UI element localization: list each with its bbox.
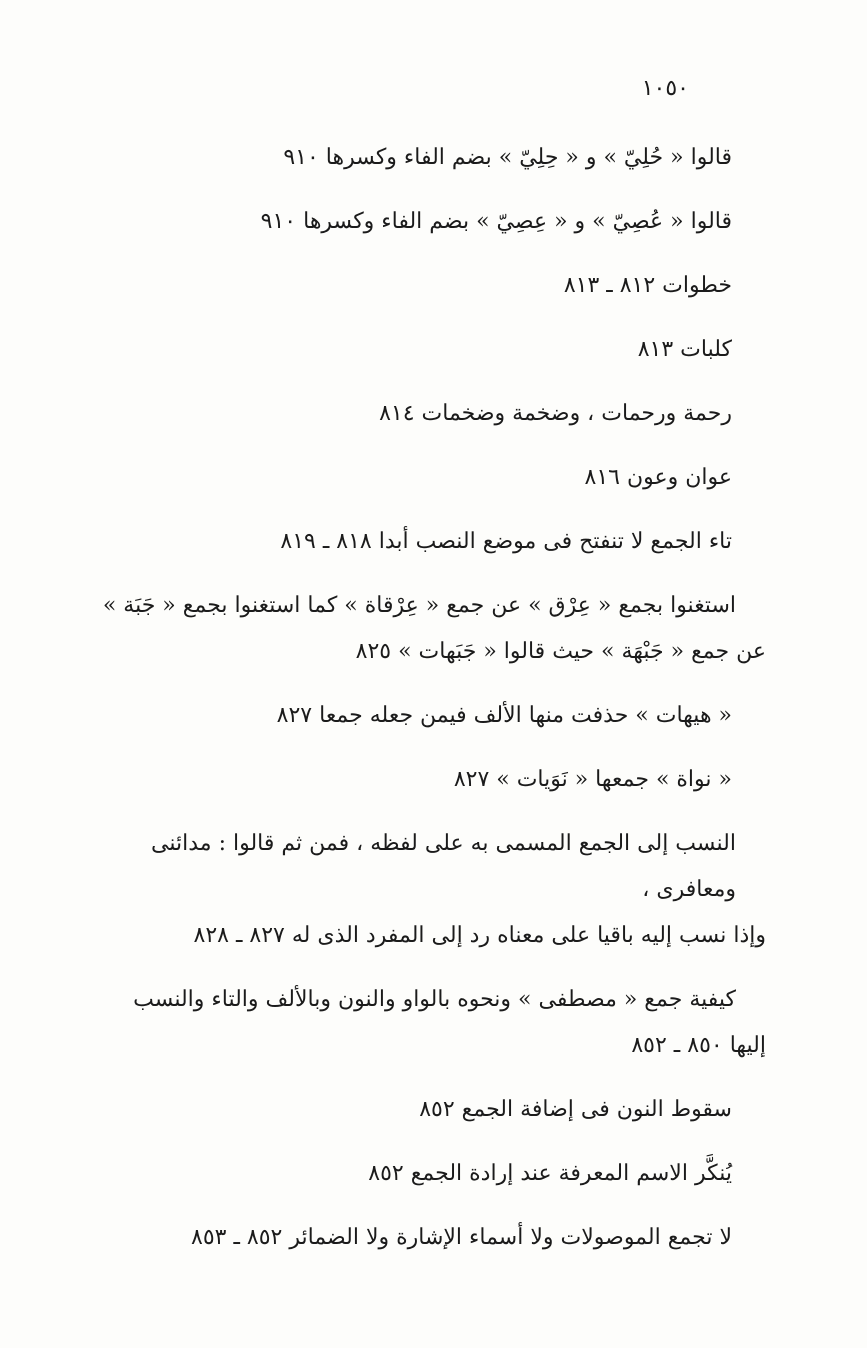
index-entry: « نواة » جمعها « نَوَيات » ٨٢٧ xyxy=(453,767,732,792)
index-entry-multiline xyxy=(72,583,766,675)
index-entry: قالوا « حُلِيّ » و « حِلِيّ » بضم الفاء وكسرها ٩١٠ xyxy=(283,145,732,170)
index-entry: سقوط النون فى إضافة الجمع ٨٥٢ xyxy=(419,1097,732,1122)
index-entry: « هيهات » حذفت منها الألف فيمن جعله جمعا ٨٢٧ xyxy=(276,703,732,728)
entry-line: استغنوا بجمع « عِرْق » عن جمع « عِرْقاة » كما استغنوا بجمع « جَبَة » xyxy=(102,593,736,618)
entry-line-continued: إليها ٨٥٠ ـ ٨٥٢ xyxy=(631,1033,766,1058)
index-entry: كلبات ٨١٣ xyxy=(637,337,732,362)
index-entry: تاء الجمع لا تنفتح فى موضع النصب أبدا ٨١٨ ـ ٨١٩ xyxy=(280,529,732,554)
index-entries xyxy=(72,135,766,1279)
index-entry: لا تجمع الموصولات ولا أسماء الإشارة ولا الضمائر ٨٥٢ ـ ٨٥٣ xyxy=(191,1225,732,1250)
page-number: ١٠٥٠ xyxy=(641,76,689,101)
index-entry: عوان وعون ٨١٦ xyxy=(584,465,732,490)
index-entry: يُنكَّر الاسم المعرفة عند إرادة الجمع ٨٥٢ xyxy=(368,1161,732,1186)
index-entry: خطوات ٨١٢ ـ ٨١٣ xyxy=(563,273,732,298)
index-entry-multiline xyxy=(72,977,766,1069)
entry-line: كيفية جمع « مصطفى » ونحوه بالواو والنون وبالألف والتاء والنسب xyxy=(133,987,736,1012)
entry-line-continued: عن جمع « جَبْهَة » حيث قالوا « جَبَهات » ٨٢٥ xyxy=(355,639,766,664)
entry-line: النسب إلى الجمع المسمى به على لفظه ، فمن ثم قالوا : مدائنى ومعافرى ، xyxy=(151,831,736,902)
entry-line-continued: وإذا نسب إليه باقيا على معناه رد إلى المفرد الذى له ٨٢٧ ـ ٨٢٨ xyxy=(193,923,766,948)
index-entry-multiline xyxy=(72,821,766,959)
index-entry: قالوا « عُصِيّ » و « عِصِيّ » بضم الفاء وكسرها ٩١٠ xyxy=(260,209,732,234)
index-entry: رحمة ورحمات ، وضخمة وضخمات ٨١٤ xyxy=(379,401,732,426)
